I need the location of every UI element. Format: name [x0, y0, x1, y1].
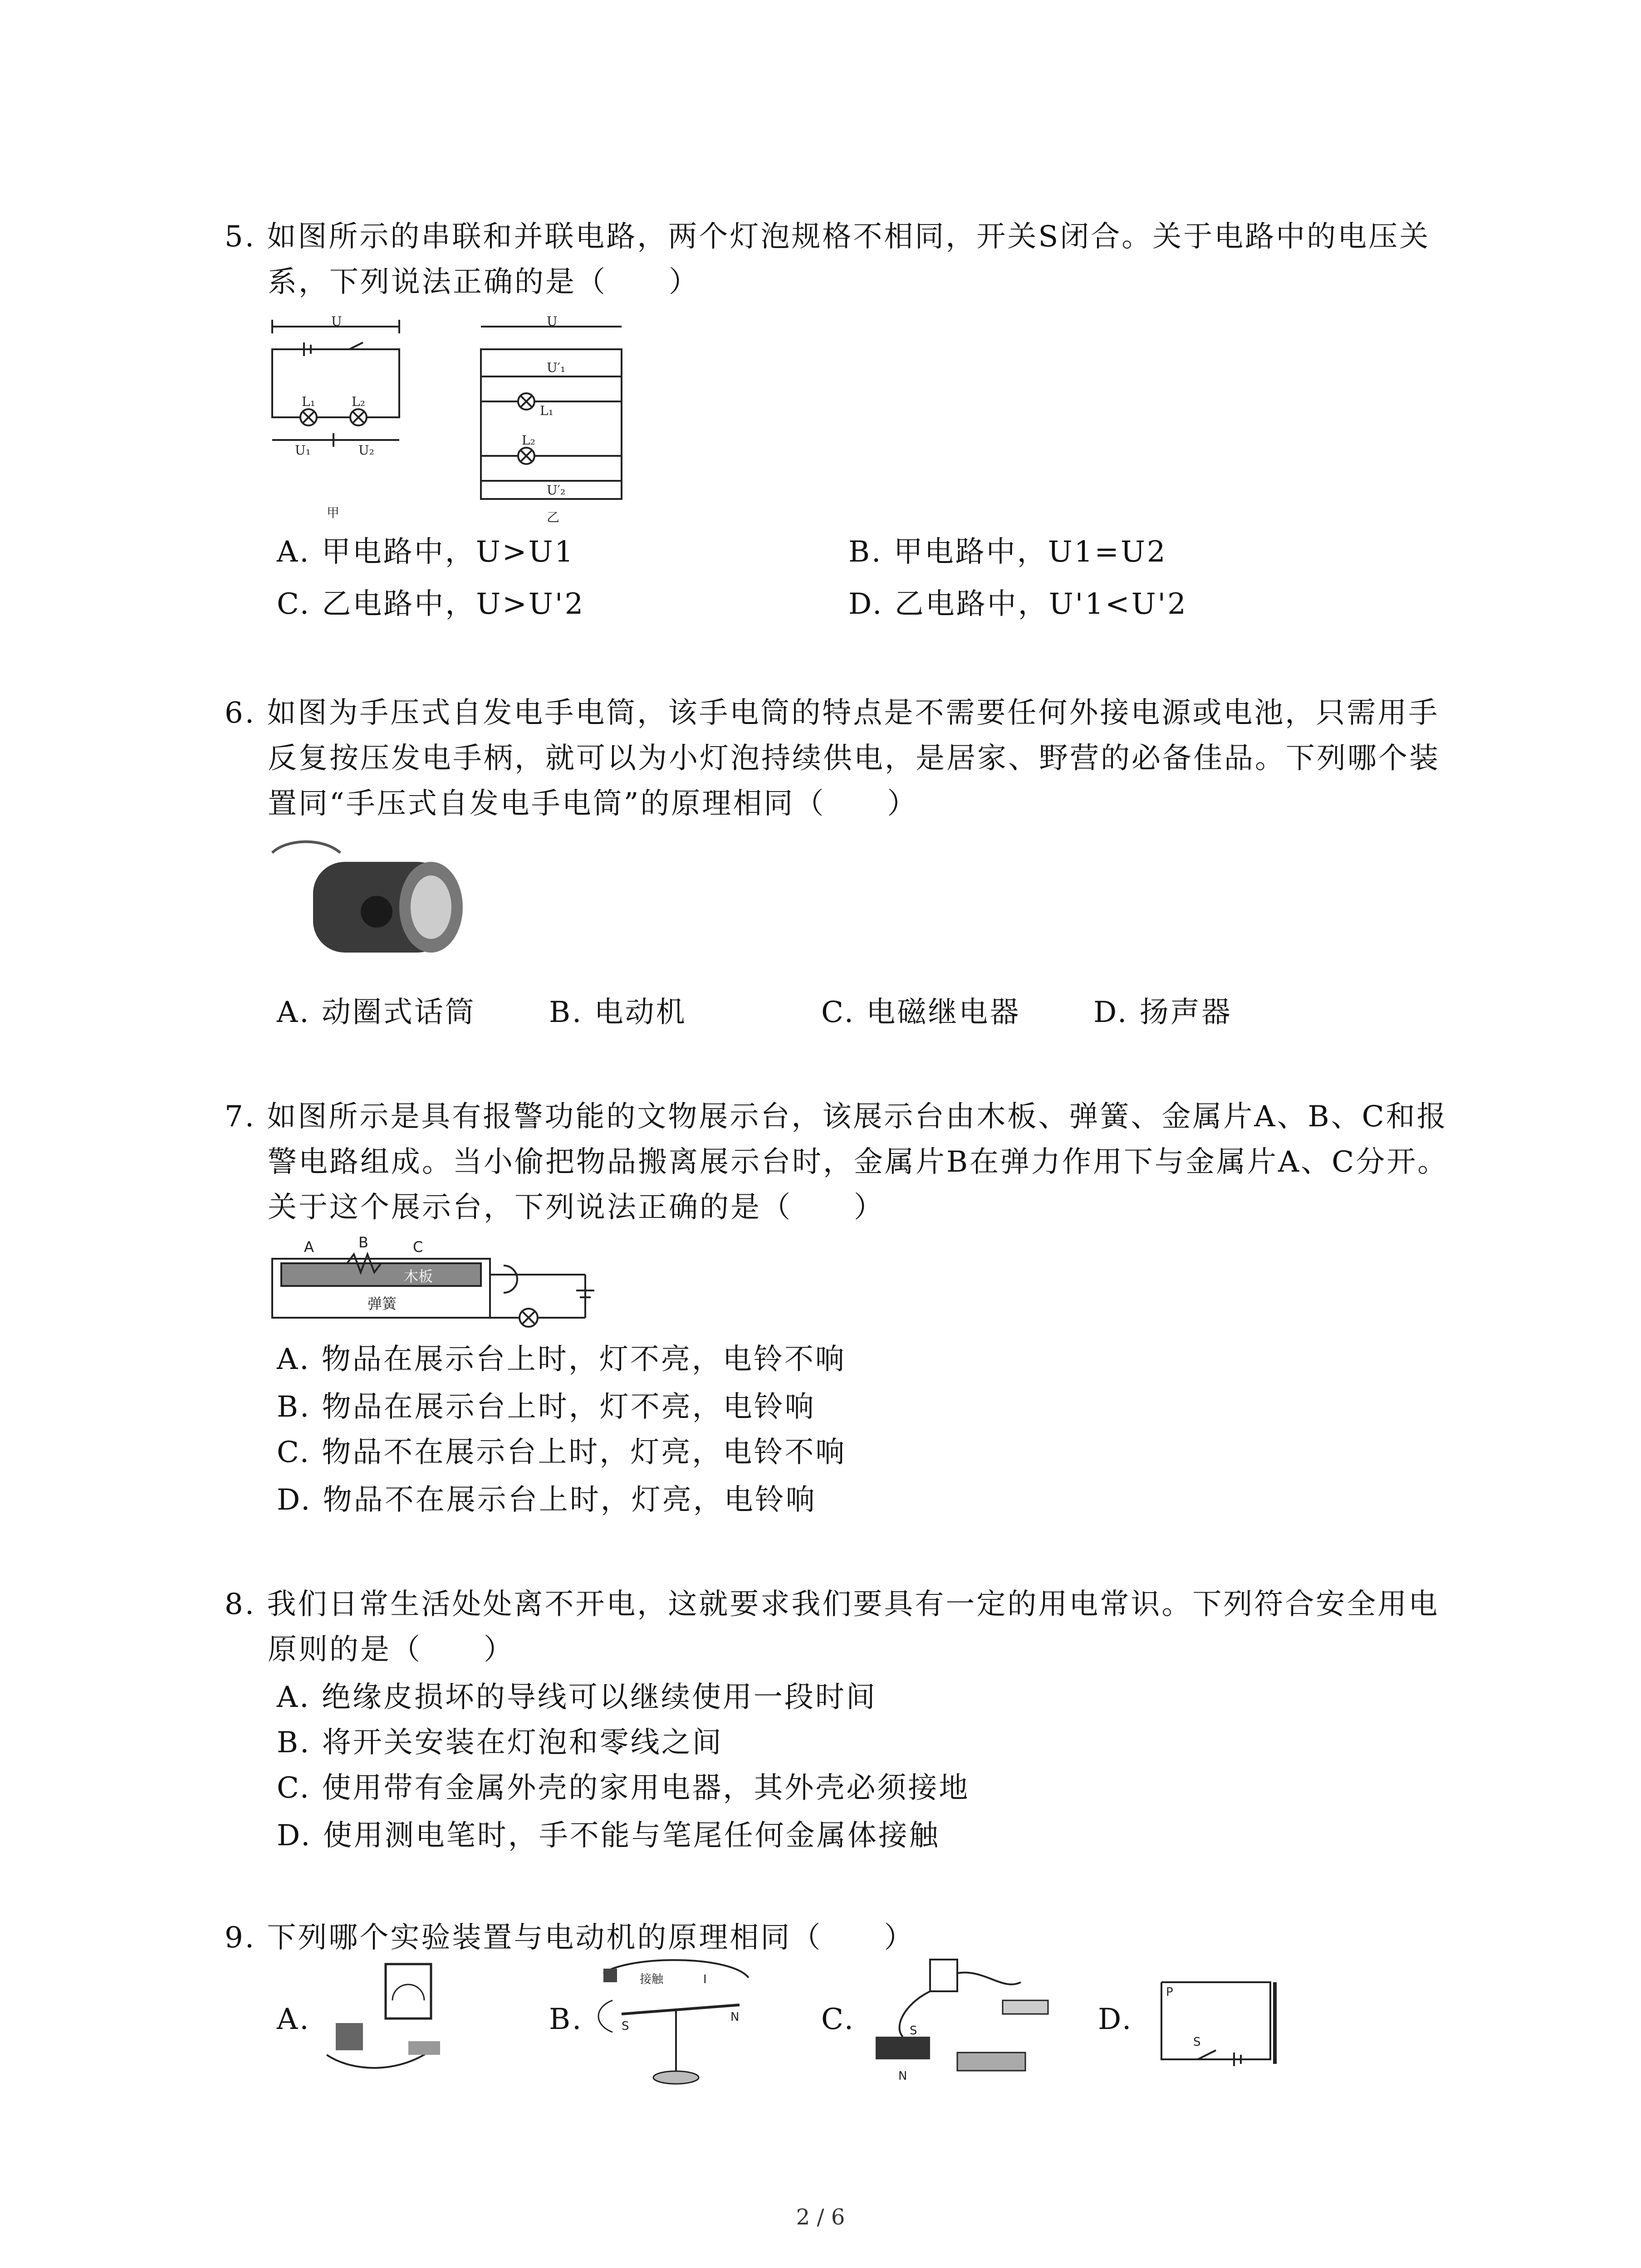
q6-flashlight-image: [268, 835, 485, 971]
q7-label-board: 木板: [404, 1268, 433, 1285]
q9-figure-b: [594, 1955, 758, 2091]
q5-label-u-yi: U: [547, 314, 558, 329]
q6-option-b[interactable]: B. 电动机: [549, 996, 687, 1029]
q8-option-a[interactable]: A. 绝缘皮损坏的导线可以继续使用一段时间: [277, 1681, 877, 1714]
q7-label-a: A: [304, 1238, 314, 1256]
q5-label-u2: U₂: [358, 443, 374, 458]
q5-label-l2-yi: L₂: [522, 433, 535, 448]
q5-label-u1: U₁: [295, 443, 311, 458]
q5-label-u2p: U′₂: [547, 483, 566, 498]
q5-line2: 系，下列说法正确的是（ ）: [268, 265, 700, 299]
q9-d-label-p: P: [1166, 1985, 1173, 1999]
q5-option-d[interactable]: D. 乙电路中，U'1<U'2: [848, 587, 1188, 621]
q9-option-a[interactable]: A.: [277, 2003, 311, 2036]
q5-option-a[interactable]: A. 甲电路中，U>U1: [277, 535, 575, 569]
q7-line3: 关于这个展示台，下列说法正确的是（ ）: [268, 1191, 885, 1224]
q9-b-label-n: N: [730, 2010, 740, 2024]
q6-line3: 置同“手压式自发电手电筒”的原理相同（ ）: [268, 787, 918, 821]
q7-label-c: C: [413, 1238, 423, 1256]
q9-c-label-s: S: [910, 2024, 917, 2038]
q5-circuit-figure: [263, 313, 635, 526]
q7-line1: 7. 如图所示是具有报警功能的文物展示台，该展示台由木板、弹簧、金属片A、B、C和报: [225, 1100, 1448, 1134]
q9-d-label-s: S: [1193, 2035, 1201, 2049]
q9-b-label-touch: 接触: [640, 1973, 664, 1986]
q6-option-a[interactable]: A. 动圈式话筒: [277, 996, 476, 1029]
q5-option-b[interactable]: B. 甲电路中，U1=U2: [848, 535, 1167, 569]
q9-b-label-s: S: [622, 2019, 629, 2033]
q9-figure-d: [1152, 1969, 1288, 2077]
q6-line2: 反复按压发电手柄，就可以为小灯泡持续供电，是居家、野营的必备佳品。下列哪个装: [268, 742, 1440, 775]
q8-option-b[interactable]: B. 将开关安装在灯泡和零线之间: [277, 1726, 723, 1760]
q5-label-u1p: U′₁: [547, 360, 566, 375]
q8-option-c[interactable]: C. 使用带有金属外壳的家用电器，其外壳必须接地: [277, 1771, 970, 1805]
q7-option-b[interactable]: B. 物品在展示台上时，灯不亮，电铃响: [277, 1390, 816, 1424]
q6-option-d[interactable]: D. 扬声器: [1093, 996, 1232, 1029]
q9-figure-c: [867, 1950, 1075, 2087]
q5-label-yi: 乙: [547, 510, 560, 525]
q9-option-c[interactable]: C.: [821, 2003, 856, 2036]
q5-label-jia: 甲: [327, 505, 340, 520]
q5-label-l1-yi: L₁: [540, 403, 554, 418]
q9-option-b[interactable]: B.: [549, 2003, 583, 2036]
q8-line2: 原则的是（ ）: [268, 1633, 514, 1667]
q8-option-d[interactable]: D. 使用测电笔时，手不能与笔尾任何金属体接触: [277, 1819, 940, 1853]
q5-option-c[interactable]: C. 乙电路中，U>U'2: [277, 587, 585, 621]
q9-line1: 9. 下列哪个实验装置与电动机的原理相同（ ）: [225, 1921, 915, 1955]
q9-c-label-n: N: [898, 2069, 907, 2083]
q9-option-d[interactable]: D.: [1098, 2003, 1133, 2036]
q7-option-d[interactable]: D. 物品不在展示台上时，灯亮，电铃响: [277, 1483, 817, 1517]
q6-option-c[interactable]: C. 电磁继电器: [821, 996, 1021, 1029]
q8-line1: 8. 我们日常生活处处离不开电，这就要求我们要具有一定的用电常识。下列符合安全用电: [225, 1588, 1440, 1621]
q7-label-spring: 弹簧: [367, 1295, 397, 1312]
q5-line1: 5. 如图所示的串联和并联电路，两个灯泡规格不相同，开关S闭合。关于电路中的电压关: [225, 220, 1430, 254]
q7-label-b: B: [358, 1234, 368, 1251]
q7-alarm-circuit-figure: [268, 1232, 594, 1331]
q5-label-l2: L₂: [352, 394, 365, 409]
q9-b-label-i: I: [703, 1973, 707, 1986]
q7-option-c[interactable]: C. 物品不在展示台上时，灯亮，电铃不响: [277, 1436, 847, 1469]
q5-label-l1: L₁: [302, 394, 315, 409]
q9-figure-a: [318, 1960, 445, 2077]
q7-option-a[interactable]: A. 物品在展示台上时，灯不亮，电铃不响: [277, 1343, 846, 1376]
page-number: 2 / 6: [796, 2204, 845, 2230]
q5-label-u: U: [331, 314, 342, 329]
q7-line2: 警电路组成。当小偷把物品搬离展示台时，金属片B在弹力作用下与金属片A、C分开。: [268, 1145, 1449, 1179]
q6-line1: 6. 如图为手压式自发电手电筒，该手电筒的特点是不需要任何外接电源或电池，只需用手: [225, 696, 1440, 730]
